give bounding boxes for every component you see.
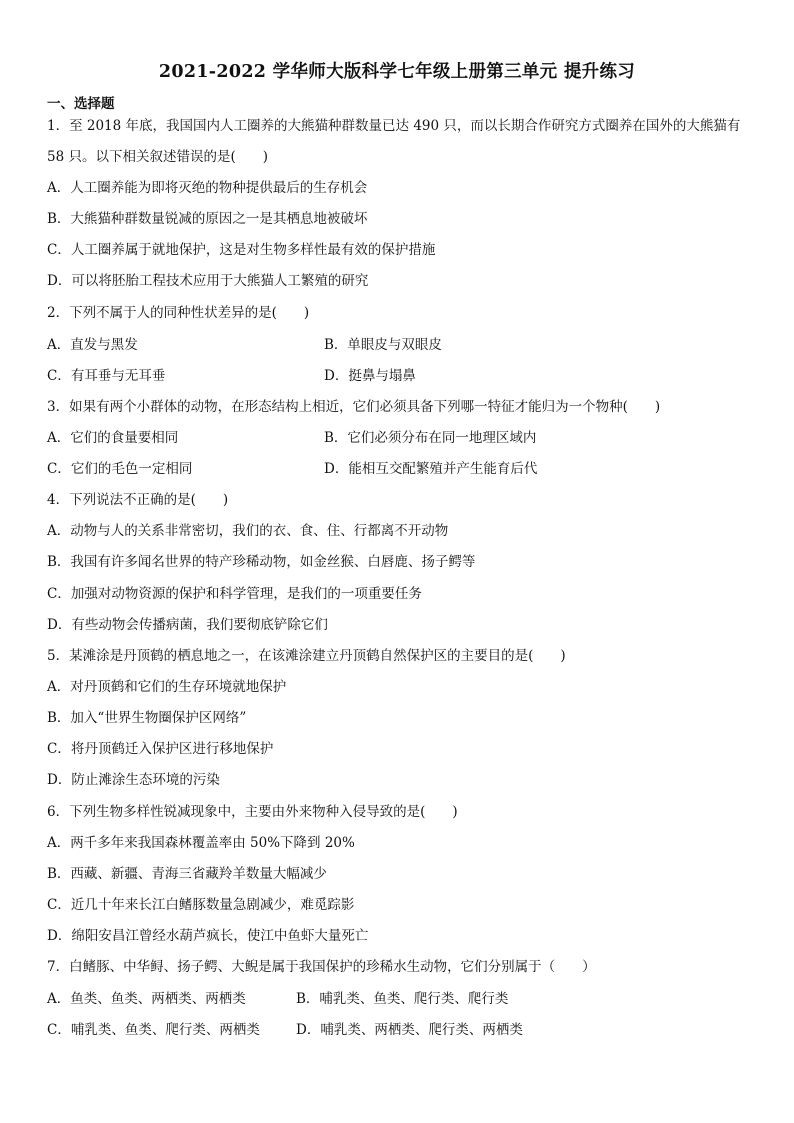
page-title: 2021-2022 学华师大版科学七年级上册第三单元 提升练习	[158, 62, 636, 82]
q7-option-c: C．哺乳类、鱼类、爬行类、两栖类	[47, 1022, 260, 1038]
q5-option-a: A．对丹顶鹤和它们的生存环境就地保护	[47, 679, 287, 695]
q5-option-d: D．防止滩涂生态环境的污染	[47, 772, 220, 788]
q6-option-b: B．西藏、新疆、青海三省藏羚羊数量大幅减少	[47, 866, 327, 882]
q3-option-a: A．它们的食量要相同	[47, 430, 179, 446]
q4-option-b: B．我国有许多闻名世界的特产珍稀动物，如金丝猴、白唇鹿、扬子鳄等	[47, 554, 476, 570]
q3-stem: 3．如果有两个小群体的动物，在形态结构上相近，它们必须具备下列哪一特征才能归为一个物种( )	[47, 399, 661, 415]
q4-option-a: A．动物与人的关系非常密切，我们的衣、食、住、行都离不开动物	[47, 523, 449, 539]
q3-option-c: C．它们的毛色一定相同	[47, 461, 193, 477]
q5-option-b: B．加入“世界生物圈保护区网络”	[47, 710, 247, 726]
q7-option-d: D．哺乳类、两栖类、爬行类、两栖类	[296, 1022, 523, 1038]
q3-option-d: D．能相互交配繁殖并产生能育后代	[324, 461, 538, 477]
q4-option-d: D．有些动物会传播病菌，我们要彻底铲除它们	[47, 617, 328, 633]
section-heading: 一、选择题	[47, 96, 115, 112]
q2-option-c: C．有耳垂与无耳垂	[47, 368, 166, 384]
q1-option-c: C．人工圈养属于就地保护，这是对生物多样性最有效的保护措施	[47, 242, 436, 258]
q2-stem: 2．下列不属于人的同种性状差异的是( )	[47, 305, 310, 321]
q6-option-d: D．绵阳安昌江曾经水葫芦疯长，使江中鱼虾大量死亡	[47, 928, 369, 944]
q5-option-c: C．将丹顶鹤迁入保护区进行移地保护	[47, 741, 274, 757]
q1-option-d: D．可以将胚胎工程技术应用于大熊猫人工繁殖的研究	[47, 273, 369, 289]
q2-option-b: B．单眼皮与双眼皮	[324, 337, 442, 353]
q7-option-b: B．哺乳类、鱼类、爬行类、爬行类	[296, 991, 509, 1007]
q4-stem: 4．下列说法不正确的是( )	[47, 492, 229, 508]
q7-stem: 7．白鳍豚、中华鲟、扬子鳄、大鲵是属于我国保护的珍稀水生动物，它们分别属于（ ）	[47, 959, 596, 975]
q2-option-d: D．挺鼻与塌鼻	[324, 368, 416, 384]
q5-stem: 5．某滩涂是丹顶鹤的栖息地之一，在该滩涂建立丹顶鹤自然保护区的主要目的是( )	[47, 648, 566, 664]
q1-option-b: B．大熊猫种群数量锐减的原因之一是其栖息地被破坏	[47, 211, 368, 227]
q6-option-c: C．近几十年来长江白鳍豚数量急剧减少，难觅踪影	[47, 897, 355, 913]
q6-option-a: A．两千多年来我国森林覆盖率由 50%下降到 20%	[47, 835, 355, 851]
q1-stem-line1: 1．至 2018 年底，我国国内人工圈养的大熊猫种群数量已达 490 只，而以长期合作研究方式圈养在国外的大熊猫有	[47, 118, 741, 134]
q3-option-b: B．它们必须分布在同一地理区域内	[324, 430, 537, 446]
q1-option-a: A．人工圈养能为即将灭绝的物种提供最后的生存机会	[47, 180, 368, 196]
q6-stem: 6．下列生物多样性锐减现象中，主要由外来物种入侵导致的是( )	[47, 804, 458, 820]
q1-stem-line2: 58 只。以下相关叙述错误的是( )	[47, 149, 269, 165]
q7-option-a: A．鱼类、鱼类、两栖类、两栖类	[47, 991, 246, 1007]
q2-option-a: A．直发与黑发	[47, 337, 138, 353]
q4-option-c: C．加强对动物资源的保护和科学管理，是我们的一项重要任务	[47, 586, 422, 602]
